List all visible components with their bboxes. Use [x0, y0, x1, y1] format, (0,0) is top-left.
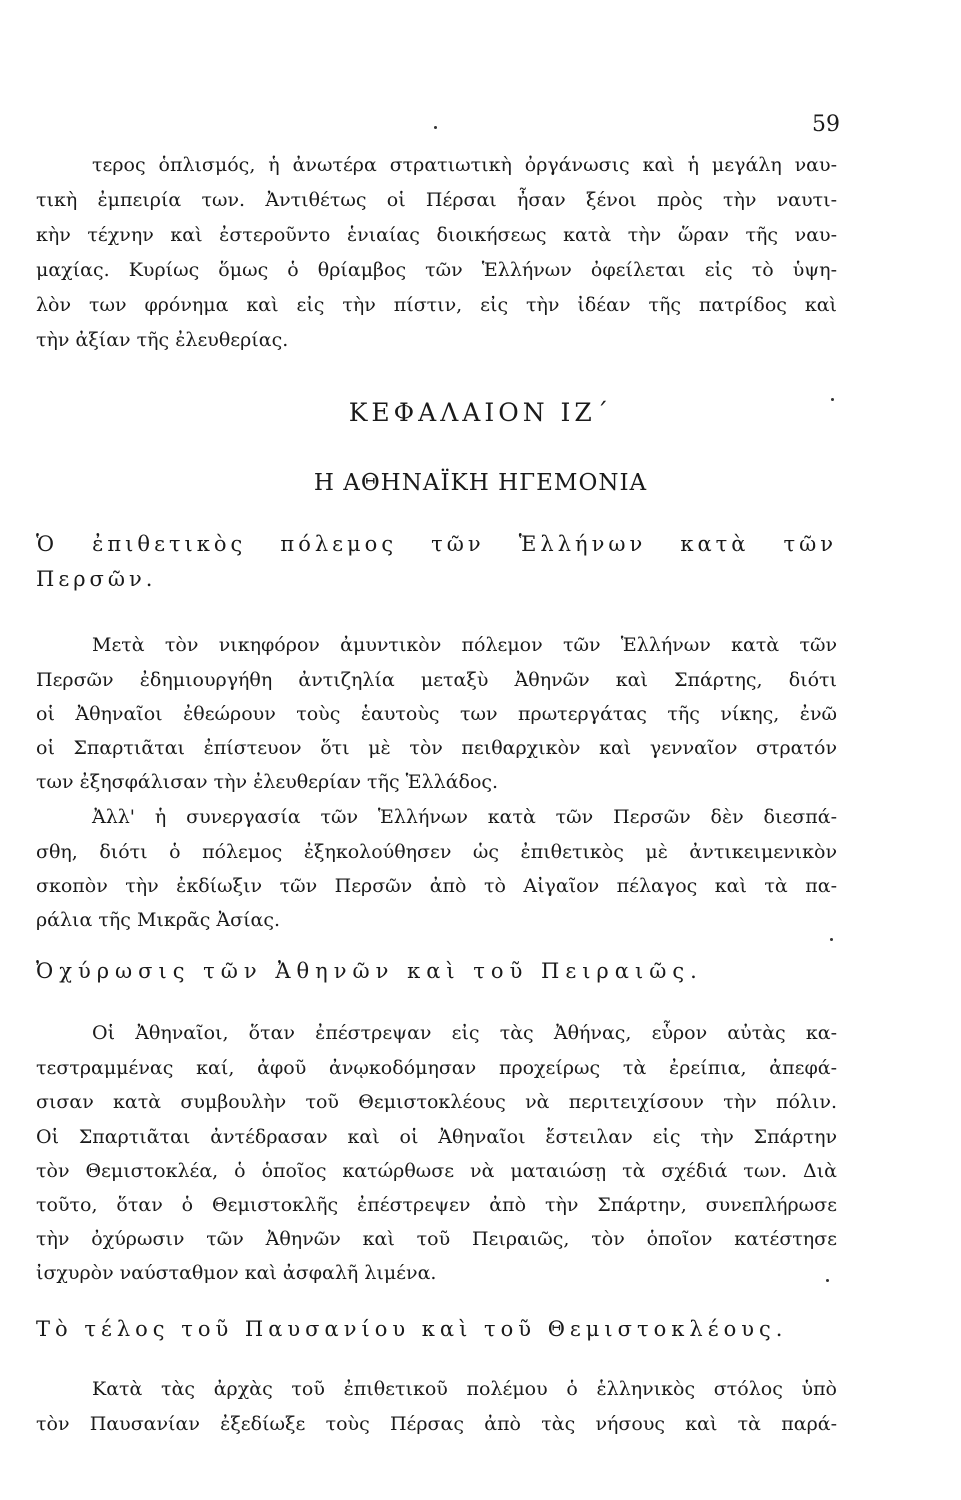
text-line: σισαν κατὰ συμβουλὴν τοῦ Θεμιστοκλέους νὰ περιτειχίσουν τὴν πόλιν.	[36, 1091, 837, 1113]
section-heading: Περσῶν.	[36, 567, 157, 591]
text-line: τὴν ὀχύρωσιν τῶν Ἀθηνῶν καὶ τοῦ Πειραιῶς, τὸν ὁποῖον κατέστησε	[36, 1228, 837, 1250]
text-line: οἱ Σπαρτιᾶται ἐπίστευον ὅτι μὲ τὸν πειθαρχικὸν καὶ γενναῖον στρατόν	[36, 737, 837, 759]
print-speck	[830, 938, 833, 941]
text-line: τὸν Θεμιστοκλέα, ὁ ὁποῖος κατώρθωσε νὰ ματαιώσῃ τὰ σχέδιά των. Διὰ	[36, 1160, 837, 1182]
section-heading: Ὀχύρωσις τῶν Ἀθηνῶν καὶ τοῦ Πειραιῶς.	[36, 959, 703, 983]
text-line: ἰσχυρὸν ναύσταθμον καὶ ἀσφαλῆ λιμένα.	[36, 1262, 437, 1284]
text-line: οἱ Ἀθηναῖοι ἐθεώρουν τοὺς ἑαυτοὺς των πρωτεργάτας τῆς νίκης, ἐνῶ	[36, 703, 837, 725]
section-heading: Τὸ τέλος τοῦ Παυσανίου καὶ τοῦ Θεμιστοκλέους.	[36, 1317, 788, 1341]
text-line: Περσῶν ἐδημιουργήθη ἀντιζηλία μεταξὺ Ἀθηνῶν καὶ Σπάρτης, διότι	[36, 669, 837, 691]
text-line: μαχίας. Κυρίως ὅμως ὁ θρίαμβος τῶν Ἑλλήνων ὀφείλεται εἰς τὸ ὑψη-	[36, 259, 837, 281]
print-speck	[434, 126, 437, 129]
chapter-heading: ΚΕΦΑΛΑΙΟΝ ΙΖ΄	[348, 398, 613, 427]
chapter-title: Η ΑΘΗΝΑΪΚΗ ΗΓΕΜΟΝΙΑ	[313, 470, 648, 496]
text-line: σθη, διότι ὁ πόλεμος ἐξηκολούθησεν ὡς ἐπιθετικὸς μὲ ἀντικειμενικὸν	[36, 841, 837, 863]
section-heading: Ὁ ἐπιθετικὸς πόλεμος τῶν Ἑλλήνων κατὰ τῶν	[36, 532, 837, 556]
text-line: σκοπὸν τὴν ἐκδίωξιν τῶν Περσῶν ἀπὸ τὸ Αἰγαῖον πέλαγος καὶ τὰ πα-	[36, 875, 837, 897]
text-line: τεστραμμένας καί, ἀφοῦ ἀνῳκοδόμησαν προχείρως τὰ ἐρείπια, ἀπεφά-	[36, 1057, 837, 1079]
text-line: των ἐξησφάλισαν τὴν ἐλευθερίαν τῆς Ἑλλάδος.	[36, 771, 499, 793]
text-line: τὸν Παυσανίαν ἐξεδίωξε τοὺς Πέρσας ἀπὸ τὰς νήσους καὶ τὰ παρά-	[36, 1413, 837, 1435]
text-line: τερος ὁπλισμός, ἡ ἀνωτέρα στρατιωτικὴ ὀργάνωσις καὶ ἡ μεγάλη ναυ-	[92, 154, 837, 176]
text-line: Κατὰ τὰς ἀρχὰς τοῦ ἐπιθετικοῦ πολέμου ὁ ἑλληνικὸς στόλος ὑπὸ	[92, 1378, 837, 1400]
text-line: Ἀλλ' ἡ συνεργασία τῶν Ἑλλήνων κατὰ τῶν Περσῶν δὲν διεσπά-	[92, 806, 837, 828]
text-line: τὴν ἀξίαν τῆς ἐλευθερίας.	[36, 329, 289, 351]
page-number: 59	[812, 112, 840, 137]
text-line: Μετὰ τὸν νικηφόρον ἀμυντικὸν πόλεμον τῶν Ἑλλήνων κατὰ τῶν	[92, 634, 837, 656]
text-line: λὸν των φρόνημα καὶ εἰς τὴν πίστιν, εἰς τὴν ἰδέαν τῆς πατρίδος καὶ	[36, 294, 837, 316]
text-line: τικὴ ἐμπειρία των. Ἀντιθέτως οἱ Πέρσαι ἦσαν ξένοι πρὸς τὴν ναυτι-	[36, 189, 837, 211]
text-line: Οἱ Ἀθηναῖοι, ὅταν ἐπέστρεψαν εἰς τὰς Ἀθήνας, εὗρον αὐτὰς κα-	[92, 1022, 837, 1044]
text-line: κὴν τέχνην καὶ ἐστεροῦντο ἑνιαίας διοικήσεως κατὰ τὴν ὥραν τῆς ναυ-	[36, 224, 837, 246]
text-line: Οἱ Σπαρτιᾶται ἀντέδρασαν καὶ οἱ Ἀθηναῖοι ἔστειλαν εἰς τὴν Σπάρτην	[36, 1126, 837, 1148]
text-line: ράλια τῆς Μικρᾶς Ἀσίας.	[36, 909, 281, 931]
text-line: τοῦτο, ὅταν ὁ Θεμιστοκλῆς ἐπέστρεψεν ἀπὸ τὴν Σπάρτην, συνεπλήρωσε	[36, 1194, 837, 1216]
